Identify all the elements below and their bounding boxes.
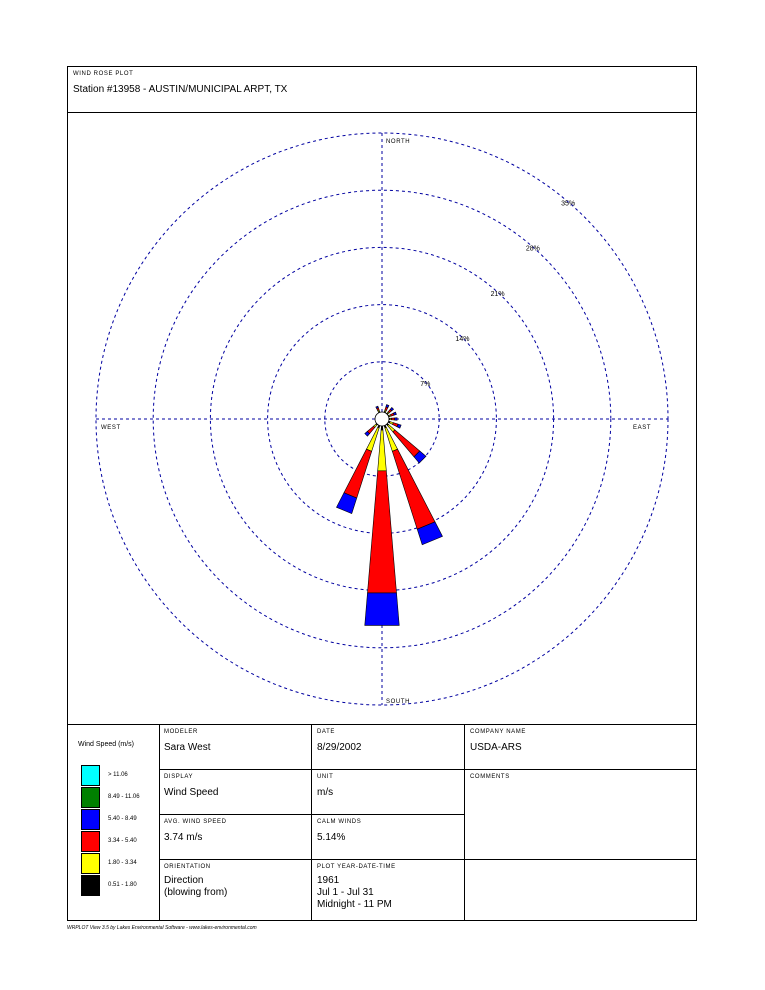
ring-label-21: 21% xyxy=(490,290,505,298)
petal-nnw-bin-3 xyxy=(376,406,379,408)
ring-label-28: 28% xyxy=(525,245,540,253)
legend-title: Wind Speed (m/s) xyxy=(78,741,135,748)
display-value: Wind Speed xyxy=(164,787,219,798)
legend-label-gt-11-06: > 11.06 xyxy=(108,772,128,778)
compass-north: NORTH xyxy=(386,139,411,145)
date-value: 8/29/2002 xyxy=(317,742,362,753)
petal-s-bin-3 xyxy=(365,593,399,626)
compass-west: WEST xyxy=(101,425,121,431)
plot-time-label: PLOT YEAR-DATE-TIME xyxy=(317,864,396,870)
orientation-label: ORIENTATION xyxy=(164,864,211,870)
legend-label-8-49: 8.49 - 11.06 xyxy=(108,794,140,800)
unit-value: m/s xyxy=(317,787,334,798)
petal-s-bin-1 xyxy=(378,430,387,471)
wind-rose-document xyxy=(67,66,697,921)
legend-swatch-5-40 xyxy=(81,809,100,830)
petal-e-bin-2 xyxy=(391,418,394,420)
petal-s-bin-0 xyxy=(381,426,383,430)
column-divider-2 xyxy=(464,724,465,920)
plot-dates-value: Jul 1 - Jul 31 xyxy=(317,887,374,898)
legend-label-1-80: 1.80 - 3.34 xyxy=(108,860,137,866)
panel-top-divider xyxy=(68,724,696,725)
legend-swatch-1-80 xyxy=(81,853,100,874)
company-value: USDA-ARS xyxy=(470,742,522,753)
column-divider-1 xyxy=(311,724,312,920)
petal-ssw-bin-2 xyxy=(344,449,372,498)
legend-divider xyxy=(159,724,160,920)
legend-label-0-51: 0.51 - 1.80 xyxy=(108,882,137,888)
avg-wind-speed-value: 3.74 m/s xyxy=(164,832,203,843)
ring-label-35: 35% xyxy=(561,200,576,208)
date-label: DATE xyxy=(317,729,335,735)
orientation-value-2: (blowing from) xyxy=(164,887,228,898)
petal-e-bin-3 xyxy=(395,418,397,421)
calm-circle xyxy=(375,412,389,426)
petal-ene-bin-3 xyxy=(393,412,396,415)
plot-year-value: 1961 xyxy=(317,875,340,886)
wind-rose-chart xyxy=(68,113,696,725)
row-divider-3 xyxy=(159,859,696,860)
petal-s-bin-2 xyxy=(367,471,396,593)
unit-label: UNIT xyxy=(317,774,334,780)
petal-group xyxy=(336,405,442,626)
legend-swatch-gt-11-06 xyxy=(81,765,100,786)
ring-label-7: 7% xyxy=(420,380,431,388)
petal-nne-bin-3 xyxy=(386,405,389,408)
row-divider-1 xyxy=(159,769,696,770)
avg-wind-speed-label: AVG. WIND SPEED xyxy=(164,819,227,825)
legend-swatch-3-34 xyxy=(81,831,100,852)
petal-sse-bin-2 xyxy=(392,449,435,529)
orientation-value-1: Direction xyxy=(164,875,204,886)
petal-ese-bin-3 xyxy=(397,424,401,428)
row-divider-2 xyxy=(159,814,464,815)
calm-winds-label: CALM WINDS xyxy=(317,819,362,825)
modeler-value: Sara West xyxy=(164,742,211,753)
legend-label-3-34: 3.34 - 5.40 xyxy=(108,838,137,844)
plot-header xyxy=(68,67,696,113)
calm-winds-value: 5.14% xyxy=(317,832,346,843)
legend-swatch-0-51 xyxy=(81,875,100,896)
comments-label: COMMENTS xyxy=(470,774,510,780)
plot-hours-value: Midnight - 11 PM xyxy=(317,899,392,910)
station-title: Station #13958 - AUSTIN/MUNICIPAL ARPT, TX xyxy=(73,84,288,95)
display-label: DISPLAY xyxy=(164,774,194,780)
modeler-label: MODELER xyxy=(164,729,198,735)
company-label: COMPANY NAME xyxy=(470,729,526,735)
legend-label-5-40: 5.40 - 8.49 xyxy=(108,816,137,822)
compass-east: EAST xyxy=(633,425,652,431)
ring-label-14: 14% xyxy=(455,335,470,343)
legend-swatch-8-49 xyxy=(81,787,100,808)
software-credit: WRPLOT View 3.5 by Lakes Environmental Software - www.lakes-environmental.com xyxy=(67,925,257,931)
compass-south: SOUTH xyxy=(386,699,410,705)
plot-type-label: WIND ROSE PLOT xyxy=(73,71,134,77)
